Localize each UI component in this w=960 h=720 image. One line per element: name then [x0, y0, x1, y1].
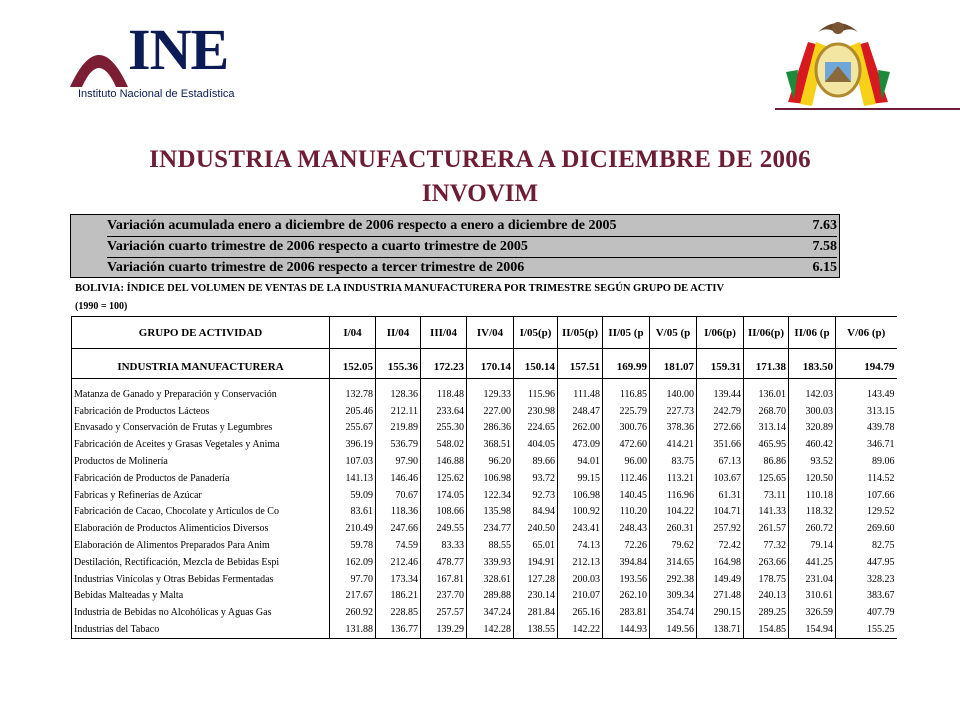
- value-cell: 132.78: [330, 386, 376, 403]
- value-cell: 346.71: [836, 436, 897, 453]
- value-cell: 149.56: [650, 621, 697, 638]
- column-header-period: V/06 (p): [836, 317, 897, 349]
- value-cell: 271.48: [697, 588, 744, 605]
- table-row: [72, 520, 897, 537]
- value-cell: 82.75: [836, 537, 897, 554]
- value-cell: 114.52: [836, 470, 897, 487]
- value-cell: [421, 349, 467, 357]
- value-cell: 59.09: [330, 487, 376, 504]
- value-cell: 247.66: [376, 520, 421, 537]
- table-row: [72, 504, 897, 521]
- value-cell: [376, 379, 421, 387]
- value-cell: 107.03: [330, 453, 376, 470]
- value-cell: 230.98: [514, 403, 558, 420]
- value-cell: 383.67: [836, 588, 897, 605]
- value-cell: 157.51: [558, 356, 603, 379]
- header-rule: [775, 108, 960, 110]
- value-cell: 100.92: [558, 504, 603, 521]
- value-cell: 210.07: [558, 588, 603, 605]
- value-cell: 230.14: [514, 588, 558, 605]
- activity-cell: Industrias del Tabaco: [72, 621, 330, 638]
- value-cell: 70.67: [376, 487, 421, 504]
- summary-value: 7.63: [812, 218, 837, 233]
- ine-logo: [68, 17, 258, 105]
- value-cell: 93.72: [514, 470, 558, 487]
- value-cell: 138.55: [514, 621, 558, 638]
- value-cell: 164.98: [697, 554, 744, 571]
- activity-cell: Productos de Molinería: [72, 453, 330, 470]
- table-row: [72, 588, 897, 605]
- value-cell: 84.94: [514, 504, 558, 521]
- value-cell: [330, 349, 376, 357]
- activity-cell: Bebidas Malteadas y Malta: [72, 588, 330, 605]
- base-note: (1990 = 100): [75, 301, 128, 312]
- value-cell: 83.33: [421, 537, 467, 554]
- value-cell: 286.36: [467, 420, 514, 437]
- value-cell: [421, 379, 467, 387]
- value-cell: 314.65: [650, 554, 697, 571]
- value-cell: 536.79: [376, 436, 421, 453]
- column-header-period: I/06(p): [697, 317, 744, 349]
- activity-cell: Fabricación de Cacao, Chocolate y Artículos de Co: [72, 504, 330, 521]
- value-cell: 113.21: [650, 470, 697, 487]
- value-cell: 240.13: [744, 588, 789, 605]
- activity-cell: Elaboración de Alimentos Preparados Para Anim: [72, 537, 330, 554]
- activity-cell: Fabricación de Productos Lácteos: [72, 403, 330, 420]
- value-cell: 473.09: [558, 436, 603, 453]
- summary-box: [70, 214, 840, 278]
- value-cell: 174.05: [421, 487, 467, 504]
- value-cell: 219.89: [376, 420, 421, 437]
- value-cell: 212.13: [558, 554, 603, 571]
- value-cell: 155.25: [836, 621, 897, 638]
- value-cell: 110.20: [603, 504, 650, 521]
- value-cell: 141.13: [330, 470, 376, 487]
- value-cell: 260.72: [789, 520, 836, 537]
- value-cell: [836, 379, 897, 387]
- value-cell: 154.94: [789, 621, 836, 638]
- value-cell: 118.36: [376, 504, 421, 521]
- value-cell: [744, 349, 789, 357]
- table-row: [72, 537, 897, 554]
- value-cell: 142.03: [789, 386, 836, 403]
- spacer-row: [72, 349, 897, 357]
- value-cell: 178.75: [744, 571, 789, 588]
- value-cell: 96.00: [603, 453, 650, 470]
- value-cell: 129.52: [836, 504, 897, 521]
- value-cell: 260.31: [650, 520, 697, 537]
- column-header-period: II/06 (p: [789, 317, 836, 349]
- activity-cell: Fabricación de Aceites y Grasas Vegetales y Anima: [72, 436, 330, 453]
- summary-value: 7.58: [812, 239, 837, 254]
- value-cell: [514, 349, 558, 357]
- total-row: [72, 356, 897, 379]
- value-cell: 472.60: [603, 436, 650, 453]
- value-cell: 118.32: [789, 504, 836, 521]
- value-cell: 233.64: [421, 403, 467, 420]
- value-cell: 269.60: [836, 520, 897, 537]
- page-subtitle: INVOVIM: [421, 180, 539, 207]
- value-cell: 106.98: [467, 470, 514, 487]
- value-cell: [514, 379, 558, 387]
- value-cell: 478.77: [421, 554, 467, 571]
- value-cell: 255.67: [330, 420, 376, 437]
- data-table: [71, 316, 896, 638]
- table-row: [72, 621, 897, 638]
- value-cell: 351.66: [697, 436, 744, 453]
- value-cell: 248.47: [558, 403, 603, 420]
- value-cell: 326.59: [789, 604, 836, 621]
- value-cell: 268.70: [744, 403, 789, 420]
- value-cell: 396.19: [330, 436, 376, 453]
- column-header-period: V/05 (p: [650, 317, 697, 349]
- table-row: [72, 487, 897, 504]
- value-cell: [603, 349, 650, 357]
- summary-row: [107, 236, 837, 258]
- value-cell: 159.31: [697, 356, 744, 379]
- value-cell: 146.46: [376, 470, 421, 487]
- value-cell: 162.09: [330, 554, 376, 571]
- value-cell: [603, 379, 650, 387]
- table-row: [72, 403, 897, 420]
- value-cell: 181.07: [650, 356, 697, 379]
- value-cell: 205.46: [330, 403, 376, 420]
- value-cell: 234.77: [467, 520, 514, 537]
- summary-row: [107, 215, 837, 237]
- value-cell: 77.32: [744, 537, 789, 554]
- value-cell: 139.29: [421, 621, 467, 638]
- value-cell: 283.81: [603, 604, 650, 621]
- value-cell: 210.49: [330, 520, 376, 537]
- value-cell: 144.93: [603, 621, 650, 638]
- value-cell: 183.50: [789, 356, 836, 379]
- value-cell: [697, 379, 744, 387]
- value-cell: 59.78: [330, 537, 376, 554]
- table-row: [72, 420, 897, 437]
- value-cell: 94.01: [558, 453, 603, 470]
- value-cell: 83.75: [650, 453, 697, 470]
- column-header-period: III/04: [421, 317, 467, 349]
- value-cell: 173.34: [376, 571, 421, 588]
- value-cell: 116.96: [650, 487, 697, 504]
- table-title: BOLIVIA: ÍNDICE DEL VOLUMEN DE VENTAS DE LA INDUSTRIA MANUFACTURERA POR TRIMESTRE SEGÚN GRUPO DE ACTIV: [75, 283, 725, 294]
- value-cell: 194.91: [514, 554, 558, 571]
- value-cell: 125.62: [421, 470, 467, 487]
- value-cell: 289.25: [744, 604, 789, 621]
- value-cell: 74.59: [376, 537, 421, 554]
- activity-cell: Destilación, Rectificación, Mezcla de Bebidas Espi: [72, 554, 330, 571]
- value-cell: 447.95: [836, 554, 897, 571]
- value-cell: 320.89: [789, 420, 836, 437]
- value-cell: [467, 379, 514, 387]
- value-cell: 79.14: [789, 537, 836, 554]
- value-cell: [650, 349, 697, 357]
- value-cell: 149.49: [697, 571, 744, 588]
- value-cell: 127.28: [514, 571, 558, 588]
- value-cell: 347.24: [467, 604, 514, 621]
- value-cell: 231.04: [789, 571, 836, 588]
- value-cell: 328.23: [836, 571, 897, 588]
- value-cell: [650, 379, 697, 387]
- value-cell: [744, 379, 789, 387]
- column-header-period: I/05(p): [514, 317, 558, 349]
- value-cell: 154.85: [744, 621, 789, 638]
- value-cell: 141.33: [744, 504, 789, 521]
- table-row: [72, 470, 897, 487]
- value-cell: 394.84: [603, 554, 650, 571]
- value-cell: 227.73: [650, 403, 697, 420]
- column-header-period: I/04: [330, 317, 376, 349]
- value-cell: 313.14: [744, 420, 789, 437]
- value-cell: 378.36: [650, 420, 697, 437]
- value-cell: [697, 349, 744, 357]
- value-cell: 89.06: [836, 453, 897, 470]
- value-cell: 186.21: [376, 588, 421, 605]
- value-cell: 172.23: [421, 356, 467, 379]
- value-cell: 248.43: [603, 520, 650, 537]
- value-cell: 240.50: [514, 520, 558, 537]
- value-cell: 122.34: [467, 487, 514, 504]
- value-cell: 106.98: [558, 487, 603, 504]
- value-cell: 300.03: [789, 403, 836, 420]
- value-cell: 118.48: [421, 386, 467, 403]
- value-cell: 110.18: [789, 487, 836, 504]
- table-header-row: [72, 317, 897, 349]
- value-cell: [789, 379, 836, 387]
- value-cell: 260.92: [330, 604, 376, 621]
- value-cell: 155.36: [376, 356, 421, 379]
- column-header-period: II/06(p): [744, 317, 789, 349]
- value-cell: 368.51: [467, 436, 514, 453]
- value-cell: 225.79: [603, 403, 650, 420]
- value-cell: 290.15: [697, 604, 744, 621]
- value-cell: 257.92: [697, 520, 744, 537]
- activity-cell: [72, 349, 330, 357]
- value-cell: 97.90: [376, 453, 421, 470]
- value-cell: 103.67: [697, 470, 744, 487]
- table-row: [72, 604, 897, 621]
- table-row: [72, 453, 897, 470]
- value-cell: 237.70: [421, 588, 467, 605]
- value-cell: [558, 379, 603, 387]
- value-cell: 249.55: [421, 520, 467, 537]
- value-cell: 150.14: [514, 356, 558, 379]
- activity-cell: Fabricas y Refinerías de Azúcar: [72, 487, 330, 504]
- table-row: [72, 554, 897, 571]
- value-cell: 104.71: [697, 504, 744, 521]
- value-cell: 142.22: [558, 621, 603, 638]
- value-cell: 310.61: [789, 588, 836, 605]
- value-cell: 88.55: [467, 537, 514, 554]
- value-cell: 73.11: [744, 487, 789, 504]
- value-cell: 261.57: [744, 520, 789, 537]
- value-cell: 138.71: [697, 621, 744, 638]
- spacer-row: [72, 379, 897, 387]
- activity-cell: [72, 379, 330, 387]
- value-cell: 272.66: [697, 420, 744, 437]
- value-cell: 129.33: [467, 386, 514, 403]
- value-cell: 146.88: [421, 453, 467, 470]
- value-cell: 217.67: [330, 588, 376, 605]
- value-cell: 116.85: [603, 386, 650, 403]
- activity-cell: Matanza de Ganado y Preparación y Conservación: [72, 386, 330, 403]
- table-row: [72, 436, 897, 453]
- value-cell: 140.00: [650, 386, 697, 403]
- column-header-activity: GRUPO DE ACTIVIDAD: [72, 317, 330, 349]
- value-cell: 115.96: [514, 386, 558, 403]
- value-cell: 171.38: [744, 356, 789, 379]
- value-cell: 86.86: [744, 453, 789, 470]
- value-cell: 108.66: [421, 504, 467, 521]
- value-cell: 407.79: [836, 604, 897, 621]
- summary-row: [107, 257, 837, 278]
- value-cell: 140.45: [603, 487, 650, 504]
- value-cell: 255.30: [421, 420, 467, 437]
- activity-cell: Elaboración de Productos Alimenticios Diversos: [72, 520, 330, 537]
- value-cell: 227.00: [467, 403, 514, 420]
- activity-cell: INDUSTRIA MANUFACTURERA: [72, 356, 330, 379]
- value-cell: 313.15: [836, 403, 897, 420]
- value-cell: 228.85: [376, 604, 421, 621]
- value-cell: 265.16: [558, 604, 603, 621]
- value-cell: 104.22: [650, 504, 697, 521]
- value-cell: 193.56: [603, 571, 650, 588]
- value-cell: [467, 349, 514, 357]
- logo-text: INE: [128, 17, 229, 82]
- value-cell: 136.77: [376, 621, 421, 638]
- value-cell: 74.13: [558, 537, 603, 554]
- value-cell: 142.28: [467, 621, 514, 638]
- value-cell: 465.95: [744, 436, 789, 453]
- value-cell: 65.01: [514, 537, 558, 554]
- value-cell: 292.38: [650, 571, 697, 588]
- value-cell: 281.84: [514, 604, 558, 621]
- value-cell: 79.62: [650, 537, 697, 554]
- summary-label: Variación cuarto trimestre de 2006 respecto a cuarto trimestre de 2005: [107, 239, 528, 254]
- value-cell: 200.03: [558, 571, 603, 588]
- value-cell: 212.46: [376, 554, 421, 571]
- value-cell: 136.01: [744, 386, 789, 403]
- value-cell: 548.02: [421, 436, 467, 453]
- value-cell: 243.41: [558, 520, 603, 537]
- value-cell: 143.49: [836, 386, 897, 403]
- summary-value: 6.15: [812, 260, 837, 275]
- value-cell: 61.31: [697, 487, 744, 504]
- value-cell: 194.79: [836, 356, 897, 379]
- table-row: [72, 571, 897, 588]
- activity-cell: Envasado y Conservación de Frutas y Legumbres: [72, 420, 330, 437]
- value-cell: 99.15: [558, 470, 603, 487]
- table-row: [72, 386, 897, 403]
- coat-of-arms-image: [778, 12, 898, 107]
- value-cell: 339.93: [467, 554, 514, 571]
- column-header-period: IV/04: [467, 317, 514, 349]
- value-cell: 72.26: [603, 537, 650, 554]
- value-cell: 441.25: [789, 554, 836, 571]
- activity-cell: Fabricación de Productos de Panadería: [72, 470, 330, 487]
- value-cell: 404.05: [514, 436, 558, 453]
- value-cell: 460.42: [789, 436, 836, 453]
- page-title: INDUSTRIA MANUFACTURERA A DICIEMBRE DE 2006: [149, 146, 811, 173]
- activity-cell: Industrias Vinícolas y Otras Bebidas Fermentadas: [72, 571, 330, 588]
- value-cell: 112.46: [603, 470, 650, 487]
- value-cell: 224.65: [514, 420, 558, 437]
- value-cell: 93.52: [789, 453, 836, 470]
- value-cell: 139.44: [697, 386, 744, 403]
- column-header-period: II/05(p): [558, 317, 603, 349]
- value-cell: 131.88: [330, 621, 376, 638]
- column-header-period: II/05 (p: [603, 317, 650, 349]
- value-cell: [330, 379, 376, 387]
- value-cell: 169.99: [603, 356, 650, 379]
- value-cell: 257.57: [421, 604, 467, 621]
- value-cell: 125.65: [744, 470, 789, 487]
- value-cell: 67.13: [697, 453, 744, 470]
- value-cell: 72.42: [697, 537, 744, 554]
- value-cell: 263.66: [744, 554, 789, 571]
- activity-cell: Industria de Bebidas no Alcohólicas y Aguas Gas: [72, 604, 330, 621]
- value-cell: [558, 349, 603, 357]
- summary-label: Variación acumulada enero a diciembre de 2006 respecto a enero a diciembre de 2005: [107, 218, 617, 233]
- value-cell: 439.78: [836, 420, 897, 437]
- value-cell: 414.21: [650, 436, 697, 453]
- value-cell: 120.50: [789, 470, 836, 487]
- value-cell: 309.34: [650, 588, 697, 605]
- value-cell: 170.14: [467, 356, 514, 379]
- value-cell: 135.98: [467, 504, 514, 521]
- summary-label: Variación cuarto trimestre de 2006 respecto a tercer trimestre de 2006: [107, 260, 525, 275]
- value-cell: [836, 349, 897, 357]
- value-cell: 107.66: [836, 487, 897, 504]
- value-cell: [789, 349, 836, 357]
- value-cell: 167.81: [421, 571, 467, 588]
- value-cell: 328.61: [467, 571, 514, 588]
- value-cell: 289.88: [467, 588, 514, 605]
- column-header-period: II/04: [376, 317, 421, 349]
- value-cell: 97.70: [330, 571, 376, 588]
- value-cell: 92.73: [514, 487, 558, 504]
- value-cell: 212.11: [376, 403, 421, 420]
- value-cell: 152.05: [330, 356, 376, 379]
- value-cell: 89.66: [514, 453, 558, 470]
- value-cell: 128.36: [376, 386, 421, 403]
- value-cell: 354.74: [650, 604, 697, 621]
- value-cell: 96.20: [467, 453, 514, 470]
- value-cell: 300.76: [603, 420, 650, 437]
- ine-logo-mark-icon: [68, 31, 130, 93]
- value-cell: 262.00: [558, 420, 603, 437]
- value-cell: [376, 349, 421, 357]
- value-cell: 262.10: [603, 588, 650, 605]
- value-cell: 83.61: [330, 504, 376, 521]
- value-cell: 242.79: [697, 403, 744, 420]
- logo-subtitle: Instituto Nacional de Estadística: [78, 88, 235, 100]
- value-cell: 111.48: [558, 386, 603, 403]
